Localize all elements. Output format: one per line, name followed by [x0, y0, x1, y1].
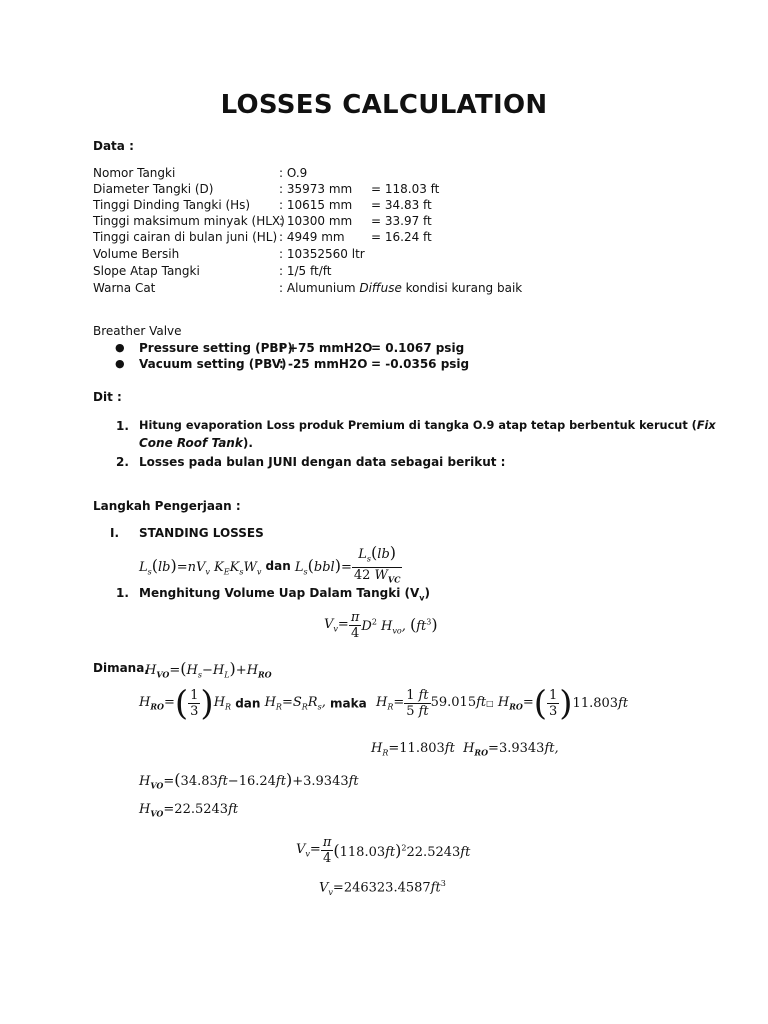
standing-loss-formula: $L_s(lb)=nV_v$ $K_EK_sW_v$ dan $L_s(bbl)=$ $\frac{L_s(lb)}{42 W_{VC}}$ — [139, 543, 401, 585]
data-value: : 10615 mm — [279, 198, 353, 212]
data-value: : 10300 mm — [279, 214, 353, 228]
vv-result: $V_v=246323.4587ft^3$ — [319, 879, 446, 897]
breather-conversion: = 0.1067 psig — [371, 341, 465, 355]
data-conversion: = 33.97 ft — [371, 214, 432, 228]
hr-calc: $H_R=$ $\frac{1}{5}$ $\frac{ft}{ft}$ 59.015ft□ $H_{RO}=$( $\frac{1}{3}$ )11.803ft — [376, 683, 629, 724]
dit-item-1-cont: Cone Roof Tank). — [139, 436, 253, 450]
dit-heading: Dit : — [93, 390, 122, 404]
data-value: : 4949 mm — [279, 230, 345, 244]
breather-label: Vacuum setting (PBV) — [139, 357, 287, 371]
data-heading: Data : — [93, 139, 134, 153]
section-number: I. — [110, 526, 120, 540]
data-label: Volume Bersih — [93, 247, 180, 261]
dimana-label: Dimana, — [93, 661, 149, 675]
data-value: : O.9 — [279, 166, 308, 180]
hvo-definition: $H_{VO}=(H_s-H_L)+H_{RO}$ — [145, 659, 272, 680]
data-label: Diameter Tangki (D) — [93, 182, 214, 196]
sub-title: Menghitung Volume Uap Dalam Tangki $(V_v)$ — [139, 586, 430, 603]
breather-label: Pressure setting (PBP) — [139, 341, 293, 355]
data-label: Warna Cat — [93, 281, 156, 295]
data-label: Tinggi Dinding Tangki (Hs) — [93, 198, 251, 212]
bullet-icon: ● — [115, 357, 125, 370]
vapor-volume-formula: $V_v=$ $\frac{\pi}{4}$ $D^2$ $H_{vo}$, $(ft^3)$ — [324, 610, 438, 641]
data-value: : 35973 mm — [279, 182, 353, 196]
vv-calc: $V_v=$ $\frac{\pi}{4}$ $(118.03ft)^222.5243ft$ — [296, 835, 471, 866]
data-label: Tinggi maksimum minyak (HLX) — [93, 214, 285, 228]
hvo-result: $H_{VO}=22.5243ft$ — [139, 802, 239, 819]
data-value: : 1/5 ft/ft — [279, 264, 332, 278]
page-title: LOSSES CALCULATION — [220, 90, 548, 120]
data-value: : Alumunium Diffuse kondisi kurang baik — [279, 281, 523, 295]
hr-result: $H_R=11.803ft$ $H_{RO}=3.9343ft$, — [371, 741, 559, 758]
section-title: STANDING LOSSES — [139, 526, 264, 540]
steps-heading: Langkah Pengerjaan : — [93, 499, 241, 513]
list-number: 2. — [116, 455, 129, 469]
data-value: : 10352560 ltr — [279, 247, 365, 261]
hro-formula: $H_{RO}=$( $\frac{1}{3}$ )$H_R$ dan $H_R=S_RR_s$, maka — [139, 683, 367, 724]
data-conversion: = 34.83 ft — [371, 198, 432, 212]
breather-value: : -25 mmH2O — [279, 357, 368, 371]
list-number: 1. — [116, 419, 129, 433]
breather-value: : +75 mmH2O — [279, 341, 373, 355]
breather-conversion: = -0.0356 psig — [371, 357, 470, 371]
data-conversion: = 118.03 ft — [371, 182, 440, 196]
data-label: Nomor Tangki — [93, 166, 176, 180]
hvo-calc: $H_{VO}=(34.83ft-16.24ft)+3.9343ft$ — [139, 770, 359, 791]
data-conversion: = 16.24 ft — [371, 230, 432, 244]
bullet-icon: ● — [115, 341, 125, 354]
dit-item-2: Losses pada bulan JUNI dengan data sebagai berikut : — [139, 455, 506, 469]
dit-item-1: Hitung evaporation Loss produk Premium di tangka O.9 atap tetap berbentuk kerucut (Fix — [139, 419, 716, 432]
breather-heading: Breather Valve — [93, 324, 182, 338]
data-label: Tinggi cairan di bulan juni (HL) — [93, 230, 278, 244]
data-label: Slope Atap Tangki — [93, 264, 200, 278]
list-number: 1. — [116, 586, 129, 600]
